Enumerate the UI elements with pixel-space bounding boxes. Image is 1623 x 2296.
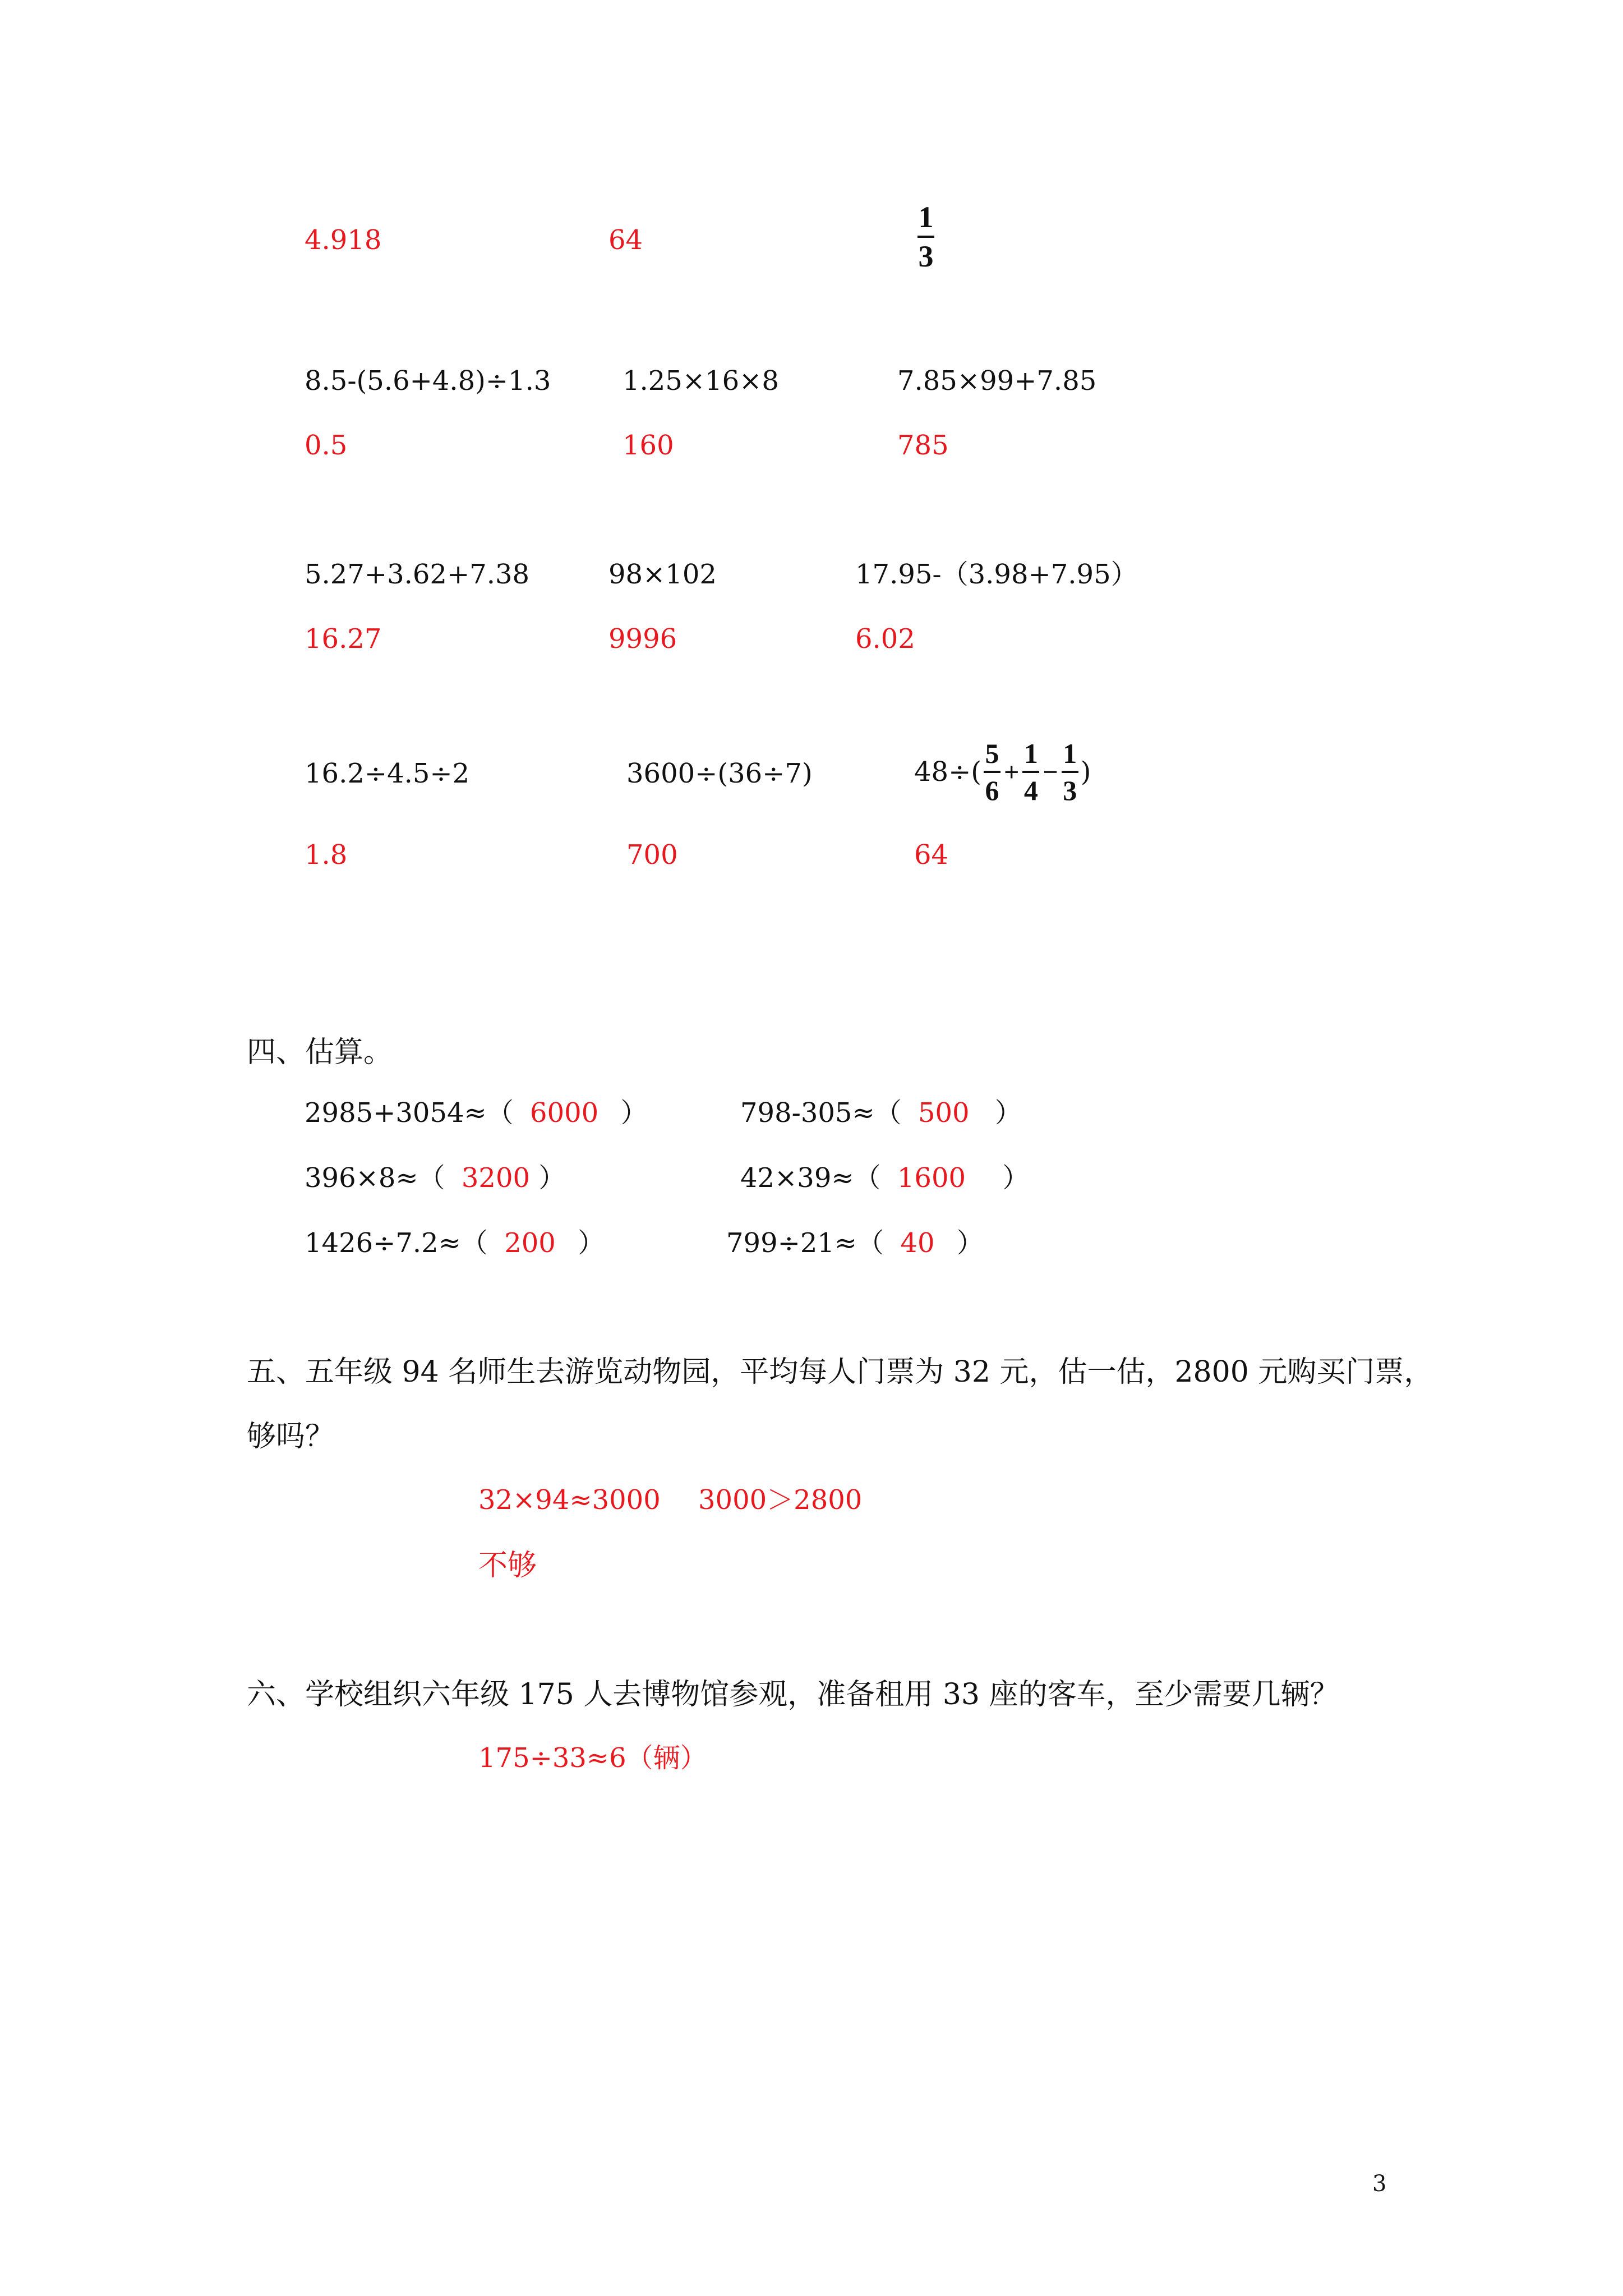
estimate-item-4 — [740, 1162, 1030, 1194]
problem-r3-c1: 5.27+3.62+7.38 — [305, 559, 530, 590]
estimate-question: 42×39≈（ — [740, 1162, 881, 1194]
fraction-one-third — [1062, 739, 1078, 804]
section5-question-line1: 五、五年级 94 名师生去游览动物园，平均每人门票为 32 元，估一估，2800 元购买门票， — [247, 1355, 1433, 1389]
estimate-close: ） — [994, 1097, 1022, 1129]
fraction-denominator: 3 — [918, 240, 934, 273]
answer-r2-c2: 160 — [623, 430, 674, 461]
estimate-question: 396×8≈（ — [305, 1162, 445, 1194]
estimate-answer: 1600 — [897, 1162, 966, 1194]
estimate-close: ） — [956, 1227, 984, 1259]
problem-r2-c1: 8.5-(5.6+4.8)÷1.3 — [305, 365, 551, 397]
section6-answer: 175÷33≈6（辆） — [478, 1742, 707, 1774]
plus-sign: + — [1004, 757, 1020, 787]
problem-r3-c2: 98×102 — [608, 559, 717, 590]
section5-answer-estimate: 32×94≈3000 — [478, 1484, 661, 1516]
problem-r2-c2: 1.25×16×8 — [623, 365, 779, 397]
estimate-close: ） — [620, 1097, 648, 1129]
answer-r2-c1: 0.5 — [305, 430, 348, 461]
problem-r3-c3: 17.95-（3.98+7.95） — [855, 559, 1138, 590]
estimate-answer: 500 — [917, 1097, 970, 1129]
estimate-close: ） — [578, 1227, 605, 1259]
answer-r4-c3: 64 — [914, 839, 949, 871]
estimate-answer: 200 — [504, 1227, 556, 1259]
answer-r3-c1: 16.27 — [305, 623, 382, 655]
page-number: 3 — [1372, 2171, 1387, 2197]
estimate-item-2 — [740, 1097, 1022, 1129]
estimate-question: 799÷21≈（ — [726, 1227, 884, 1259]
answer-r4-c1: 1.8 — [305, 839, 348, 871]
answer-r1-c3-fraction — [917, 202, 934, 272]
expr-prefix: 48÷( — [914, 756, 982, 788]
section5-question-line2: 够吗？ — [247, 1420, 335, 1453]
estimate-item-3 — [305, 1162, 566, 1194]
problem-r4-c2: 3600÷(36÷7) — [626, 758, 813, 789]
estimate-answer: 40 — [900, 1227, 935, 1259]
problem-r2-c3: 7.85×99+7.85 — [897, 365, 1097, 397]
fraction-numerator: 1 — [918, 200, 934, 234]
answer-r1-c1: 4.918 — [305, 224, 382, 256]
estimate-close: ） — [1002, 1162, 1030, 1194]
estimate-question: 798-305≈（ — [740, 1097, 902, 1129]
problem-r4-c3 — [914, 739, 1091, 804]
answer-r3-c2: 9996 — [608, 623, 677, 655]
fraction-one-fourth — [1022, 739, 1039, 804]
problem-r4-c1: 16.2÷4.5÷2 — [305, 758, 470, 789]
estimate-answer: 3200 — [461, 1162, 531, 1194]
section4-heading: 四、估算。 — [247, 1036, 393, 1069]
answer-r4-c2: 700 — [626, 839, 678, 871]
answer-r1-c2: 64 — [608, 224, 643, 256]
estimate-item-5 — [305, 1227, 605, 1259]
fraction-numerator: 1 — [1063, 738, 1077, 769]
fraction-denominator: 4 — [1023, 775, 1038, 806]
section6-question: 六、学校组织六年级 175 人去博物馆参观，准备租用 33 座的客车，至少需要几辆？ — [247, 1678, 1339, 1711]
answer-r2-c3: 785 — [897, 430, 949, 461]
fraction-denominator: 3 — [1063, 775, 1077, 806]
section5-answer-compare: 3000＞2800 — [698, 1484, 863, 1516]
fraction-denominator: 6 — [985, 775, 999, 806]
answer-r3-c3: 6.02 — [855, 623, 915, 655]
section5-answer-conclusion: 不够 — [478, 1549, 537, 1582]
estimate-close: ） — [538, 1162, 566, 1194]
fraction-numerator: 5 — [985, 738, 999, 769]
fraction-numerator: 1 — [1023, 738, 1038, 769]
estimate-item-1 — [305, 1097, 648, 1129]
estimate-answer: 6000 — [530, 1097, 599, 1129]
minus-sign: − — [1043, 757, 1058, 787]
estimate-item-6 — [726, 1227, 984, 1259]
fraction-five-sixths — [984, 739, 1000, 804]
expr-suffix: ) — [1080, 756, 1091, 788]
estimate-question: 2985+3054≈（ — [305, 1097, 514, 1129]
estimate-question: 1426÷7.2≈（ — [305, 1227, 488, 1259]
